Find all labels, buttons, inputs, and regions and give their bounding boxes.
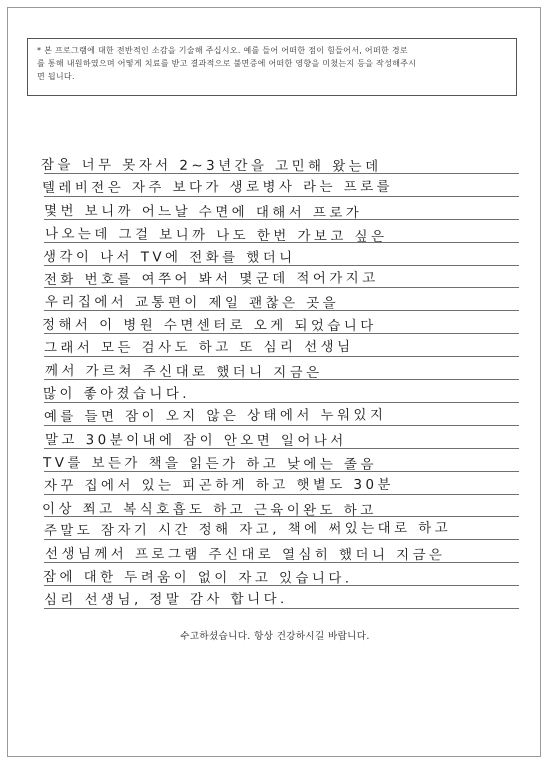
handwritten-line: 그래서 모든 검사도 하고 또 심리 선생님 <box>43 339 354 357</box>
handwritten-line: 심리 선생님, 정말 감사 합니다. <box>43 591 288 609</box>
handwritten-line: 잠을 너무 못자서 2~3년간을 고민해 왔는데 <box>41 157 382 175</box>
instruction-box <box>27 38 517 96</box>
instruction-line: * 본 프로그램에 대한 전반적인 소감을 기술해 주십시오. 예를 들어 어떠한 점이 힘들어서, 어떠한 경로 <box>37 46 408 55</box>
handwritten-line: 자꾸 집에서 있는 피곤하게 하고 햇볕도 30분 <box>43 476 395 494</box>
handwritten-line: 나오는데 그걸 보니까 나도 한번 가보고 싶은 <box>45 225 388 245</box>
ruled-line <box>44 539 519 540</box>
handwritten-line: 생각이 나서 TV에 전화를 했더니 <box>43 248 296 266</box>
handwritten-line: 잠에 대한 두려움이 없이 자고 있습니다. <box>43 569 353 587</box>
ruled-line <box>44 356 519 357</box>
handwritten-line: 께서 가르쳐 주신대로 했더니 지금은 <box>45 363 323 382</box>
instruction-line: 면 됩니다. <box>37 72 75 81</box>
handwritten-line: TV를 보든가 책을 읽든가 하고 낮에는 졸음 <box>43 454 377 473</box>
ruled-line <box>44 425 519 426</box>
handwritten-line: 예를 들면 잠이 오지 않은 상태에서 누워있지 <box>43 407 387 425</box>
handwritten-line: 선생님께서 프로그램 주신대로 열심히 했더니 지금은 <box>45 546 446 564</box>
handwritten-line: 이상 쬐고 복식호흡도 하고 근육이완도 하고 <box>42 500 377 519</box>
ruled-line <box>44 608 519 609</box>
handwritten-line: 텔레비전은 자주 보다가 생로병사 라는 프로를 <box>41 178 394 196</box>
handwritten-line: 우리집에서 교통편이 제일 괜찮은 곳을 <box>45 294 340 312</box>
handwritten-line: 많이 좋아졌습니다. <box>43 386 191 402</box>
handwritten-line: 말고 30분이내에 잠이 안오면 일어나서 <box>45 431 347 449</box>
instruction-line: 를 통해 내원하였으며 어떻게 치료를 받고 결과적으로 불면증에 어떠한 영향을 미쳤는지 등을 작성해주시 <box>37 59 417 68</box>
closing-message: 수고하셨습니다. 항상 건강하시길 바랍니다. <box>180 631 370 642</box>
handwritten-line: 몇번 보니까 어느날 수면에 대해서 프로가 <box>44 202 363 222</box>
ruled-line <box>44 196 519 197</box>
handwritten-line: 정해서 이 병원 수면센터로 오게 되었습니다 <box>42 317 377 335</box>
handwritten-line: 주말도 잠자기 시간 정해 자고, 책에 써있는대로 하고 <box>43 520 452 540</box>
handwritten-response-area <box>41 150 519 610</box>
handwritten-line: 전화 번호를 여쭈어 봐서 몇군데 적어가지고 <box>43 269 379 288</box>
